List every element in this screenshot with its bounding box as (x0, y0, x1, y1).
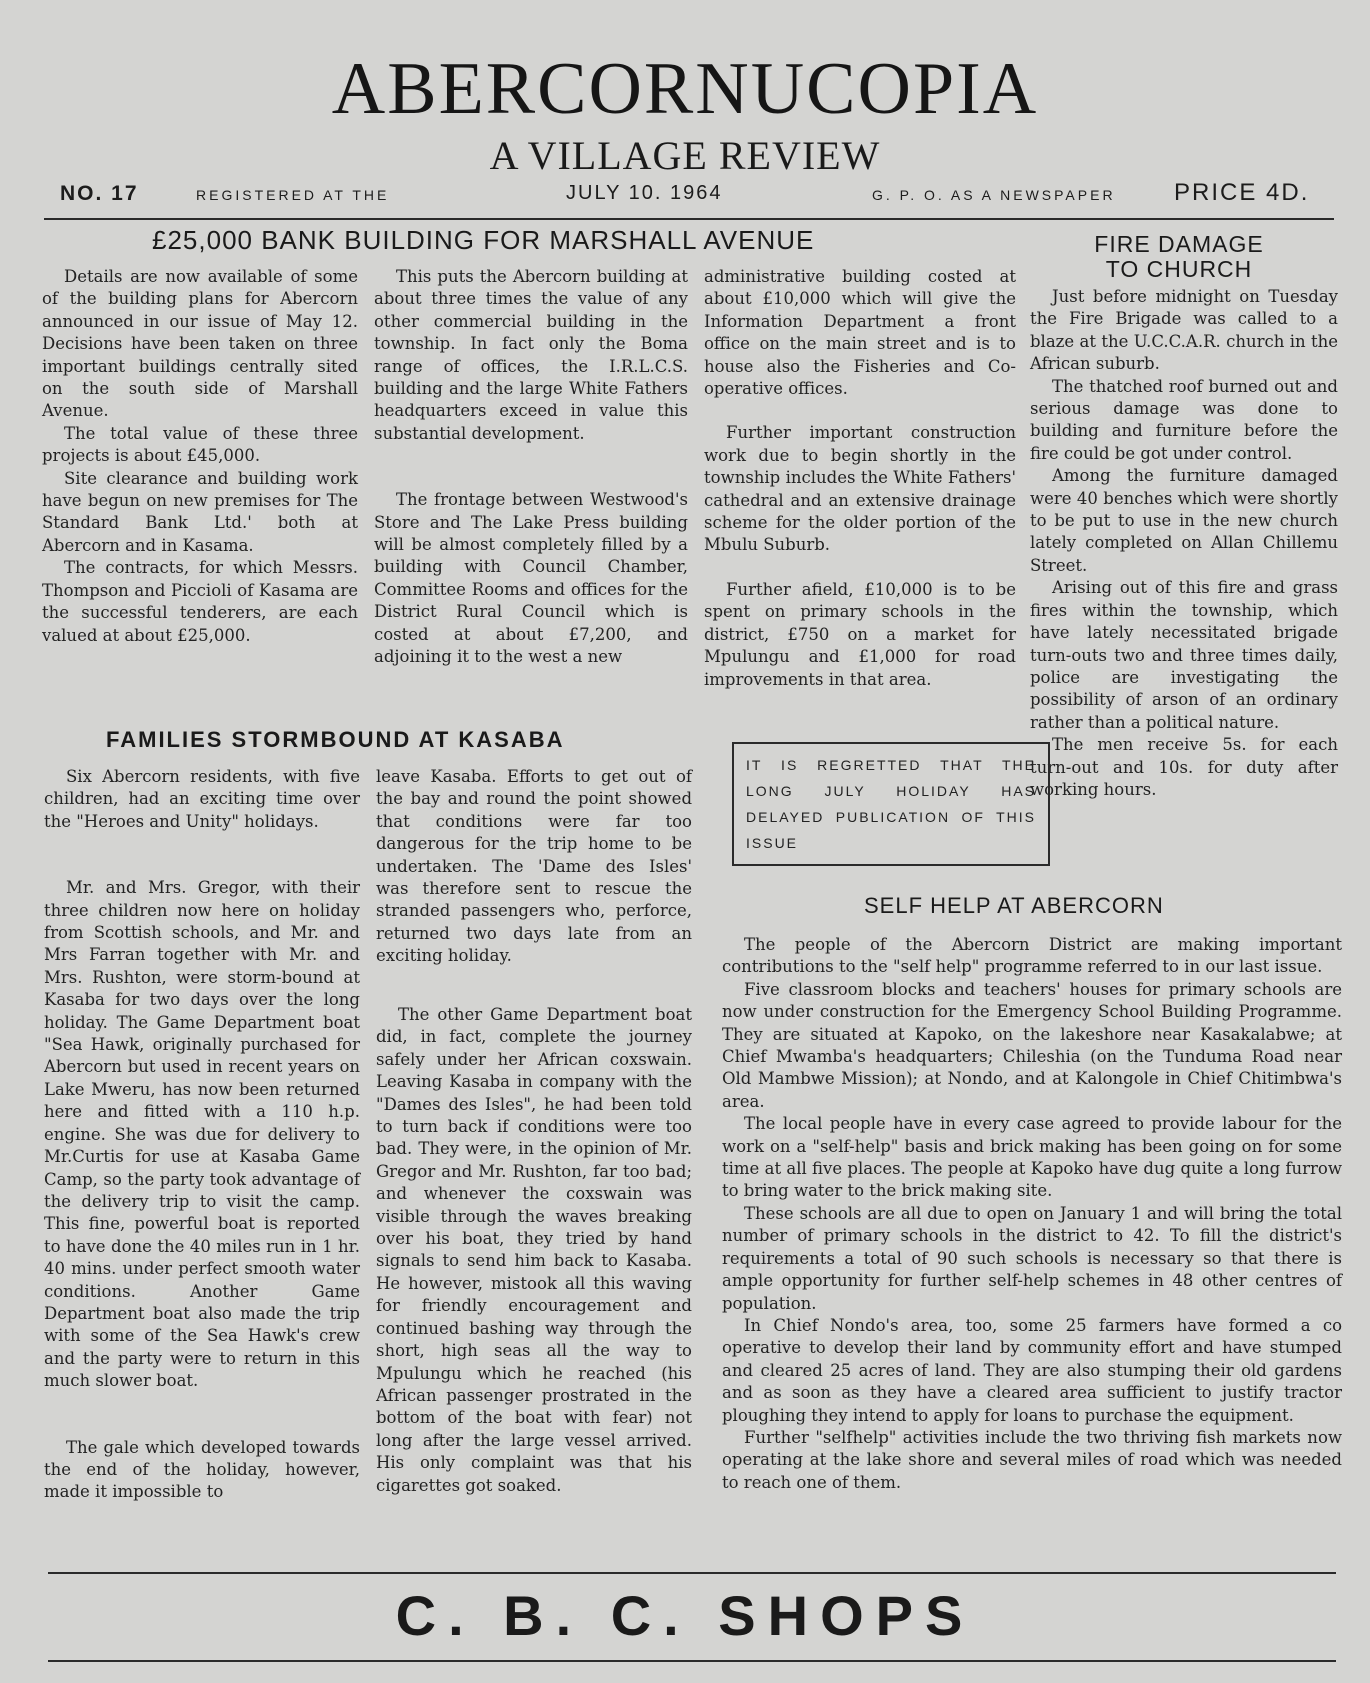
paragraph: Among the furniture damaged were 40 benches which were shortly to be put to use in the new church lately completed on Allan Chillemu Street. (1030, 466, 1338, 575)
families-article-col2-cont (376, 1004, 692, 1497)
registered-label-left: REGISTERED AT THE (196, 187, 390, 203)
paragraph: leave Kasaba. Efforts to get out of the bay and round the point showed that conditions were far too dangerous for the trip home to be undertaken. The 'Dame des Isles' was therefore sent to rescue the stranded passengers who, perforce, returned two days late from an exciting holiday. (376, 767, 692, 966)
paragraph: Arising out of this fire and grass fires within the township, which have lately necessitated brigade turn-outs two and three times daily, police are investigating the possibility of arson of an ordinary rather than a political nature. (1030, 578, 1338, 732)
paragraph: The thatched roof burned out and serious damage was done to building and furniture before the fire could be got under control. (1030, 376, 1338, 463)
selfhelp-article-headline: SELF HELP AT ABERCORN (864, 893, 1164, 918)
paragraph: Six Abercorn residents, with five children, had an exciting time over the "Heroes and Unity" holidays. (44, 767, 360, 831)
bank-article-col3 (704, 266, 1016, 691)
delay-notice-box: IT IS REGRETTED THAT THE LONG JULY HOLIDAY HAS DELAYED PUBLICATION OF THIS ISSUE (732, 742, 1050, 866)
fire-headline-line1: FIRE DAMAGE (1094, 231, 1264, 257)
paragraph: This puts the Abercorn building at about three times the value of any other commercial building in the township. In fact only the Boma range of offices, the I.R.L.C.S. building and the large White Fathers headquarters exceed in value this substantial development. (374, 267, 688, 443)
fire-article-body (1030, 286, 1338, 801)
paragraph: The contracts, for which Messrs. Thompson and Piccioli of Kasama are the successful tenderers, are each valued at about £25,000. (42, 558, 358, 645)
issue-number: NO. 17 (60, 182, 139, 205)
paragraph: These schools are all due to open on January 1 and will bring the total number of primary schools in the district to 42. To fill the district's requirements a total of 90 such schools is necessary so that there is ample opportunity for further self-help schemes in 48 other centres of population. (722, 1203, 1342, 1313)
paragraph: The men receive 5s. for each turn-out and 10s. for duty after working hours. (1030, 735, 1338, 799)
paragraph: The other Game Department boat did, in fact, complete the journey safely under her African coxswain. Leaving Kasaba in company with the "Dames des Isles", he had been told to turn back if conditions were too bad. They were, in the opinion of Mr. Gregor and Mr. Rushton, far too bad; and whenever the coxswain was visible through the waves breaking over his boat, they tried by hand signals to send him back to Kasaba. He however, mistook all this waving for friendly encouragement and continued bashing way through the short, high seas all the way to Mpulungu which he reached (his African passenger prostrated in the bottom of the boat with fear) not long after the large vessel arrived. His only complaint was that his cigarettes got soaked. (376, 1005, 692, 1495)
selfhelp-article-body (722, 934, 1342, 1494)
masthead-subtitle: A VILLAGE REVIEW (489, 133, 881, 178)
families-article-col2 (376, 766, 692, 968)
fire-article-headline (1026, 232, 1332, 283)
paragraph: Further "selfhelp" activities include the two thriving fish markets now operating at the lake shore and several miles of road which was needed to reach one of them. (722, 1427, 1342, 1492)
footer-rule-top (48, 1572, 1336, 1574)
families-article-headline: FAMILIES STORMBOUND AT KASABA (106, 727, 565, 752)
paragraph: In Chief Nondo's area, too, some 25 farmers have formed a co operative to develop their land by community effort and have stumped and cleared 25 acres of land. They are also stumping their old gardens and as soon as they have a cleared area sufficient to justify tractor ploughing they intend to apply for loans to purchase the equipment. (722, 1315, 1342, 1425)
masthead-rule (44, 218, 1334, 220)
paragraph: Five classroom blocks and teachers' houses for primary schools are now under construction for the Emergency School Building Programme. They are situated at Kapoko, on the lakeshore near Kasakalabwe; at Chief Mwamba's headquarters; Chileshia (on the Tunduma Road near Old Mambwe Mission); at Nondo, and at Kalongole in Chief Chitimbwa's area. (722, 979, 1342, 1111)
paragraph: Further important construction work due to begin shortly in the township includes the White Fathers' cathedral and an extensive drainage scheme for the older portion of the Mbulu Suburb. (704, 423, 1016, 555)
families-article-col1 (44, 766, 360, 1504)
bank-article-col1 (42, 266, 358, 647)
paragraph: administrative building costed at about £10,000 which will give the Information Department a front office on the main street and is to house also the Fisheries and Co-operative offices. (704, 267, 1016, 399)
paragraph: The frontage between Westwood's Store and The Lake Press building will be almost completely filled by a building with Council Chamber, Committee Rooms and offices for the District Rural Council which is costed at about £7,200, and adjoining it to the west a new (374, 490, 688, 667)
paragraph: Just before midnight on Tuesday the Fire Brigade was called to a blaze at the U.C.C.A.R. church in the African suburb. (1030, 287, 1338, 374)
advert-cbc-shops: C. B. C. SHOPS (395, 1584, 975, 1647)
fire-headline-line2: TO CHURCH (1105, 256, 1253, 283)
issue-date: JULY 10. 1964 (566, 182, 723, 204)
bank-article-col2 (374, 266, 688, 669)
price: PRICE 4D. (1174, 179, 1310, 206)
paragraph: The local people have in every case agreed to provide labour for the work on a "self-help" basis and brick making has been going on for some time at all five places. The people at Kapoko have dug quite a long furrow to bring water to the brick making site. (722, 1114, 1342, 1201)
paragraph: The people of the Abercorn District are making important contributions to the "self help" programme referred to in our last issue. (722, 935, 1342, 977)
footer-rule-bottom (48, 1660, 1336, 1662)
bank-article-headline: £25,000 BANK BUILDING FOR MARSHALL AVENUE (152, 225, 815, 255)
paragraph: Further afield, £10,000 is to be spent on primary schools in the district, £750 on a market for Mpulungu and £1,000 for road improvements in that area. (704, 579, 1016, 689)
paragraph: Mr. and Mrs. Gregor, with their three children now here on holiday from Scottish schools, and Mr. and Mrs Farran together with Mr. and Mrs. Rushton, were storm-bound at Kasaba for two days over the long holiday. The Game Department boat "Sea Hawk, originally purchased for Abercorn but used in recent years on Lake Mweru, has now been returned here and fitted with a 110 h.p. engine. She was due for delivery to Mr.Curtis for use at Kasaba Game Camp, so the party took advantage of the delivery trip to visit the camp. This fine, powerful boat is reported to have done the 40 miles run in 1 hr. 40 mins. under perfect smooth water conditions. Another Game Department boat also made the trip with some of the Sea Hawk's crew and the party were to return in this much slower boat. (44, 878, 360, 1391)
paragraph: The gale which developed towards the end of the holiday, however, made it impossible to (44, 1437, 360, 1502)
paragraph: Details are now available of some of the building plans for Abercorn announced in our issue of May 12. Decisions have been taken on three important buildings centrally sited on the south side of Marshall Avenue. (42, 267, 358, 421)
paragraph: The total value of these three projects is about £45,000. (42, 423, 358, 466)
registered-label-right: G. P. O. AS A NEWSPAPER (872, 187, 1116, 203)
paragraph: Site clearance and building work have begun on new premises for The Standard Bank Ltd.' both at Abercorn and in Kasama. (42, 468, 358, 555)
masthead-title: ABERCORNUCOPIA (331, 48, 1039, 130)
